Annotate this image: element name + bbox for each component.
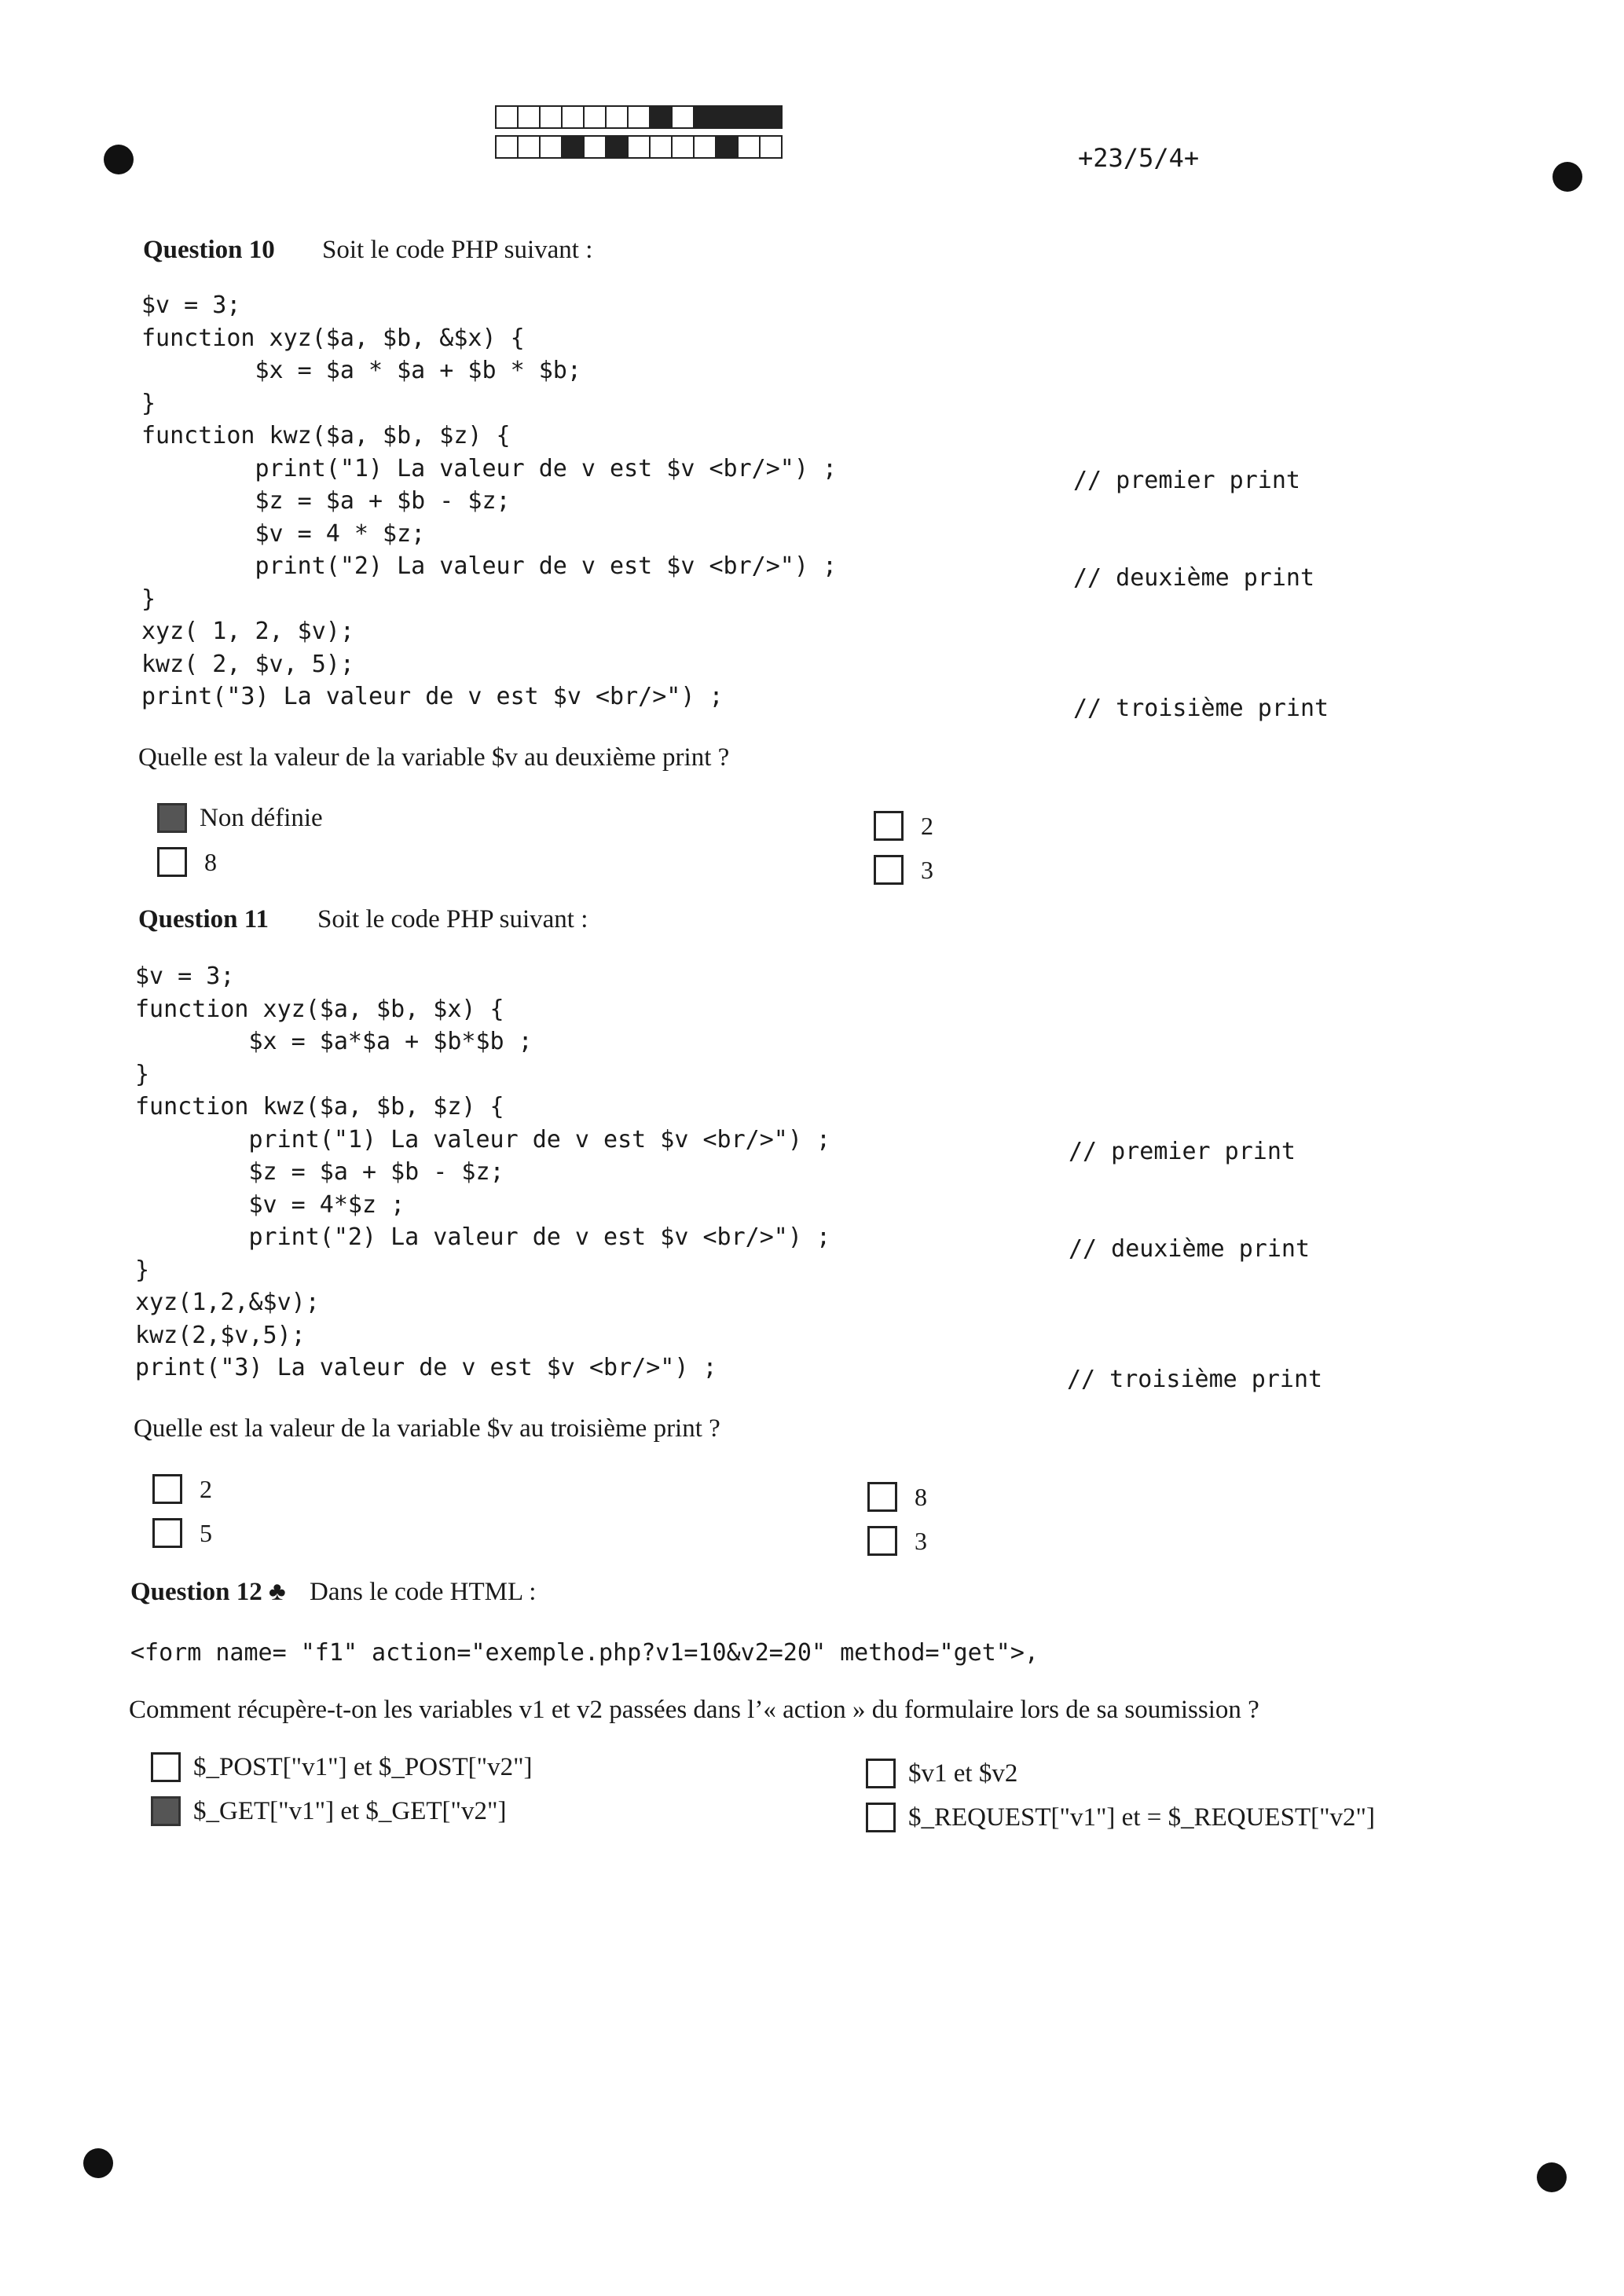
comment-deuxieme-print: // deuxième print [1073,564,1315,592]
question-11-prompt: Soit le code PHP suivant : [317,905,588,933]
question-10-prompt: Soit le code PHP suivant : [322,236,593,264]
barcode-cell [605,105,629,129]
code-line: print("3) La valeur de v est $v <br/>") ; [141,683,724,710]
code-line: print("1) La valeur de v est $v <br/>") ; [135,1125,831,1154]
q10-choice-8[interactable] [157,847,217,877]
question-11-code [135,960,830,1385]
q11-choice-8[interactable] [867,1482,927,1512]
choice-label: $v1 et $v2 [908,1759,1018,1788]
choice-label: 2 [200,1474,212,1503]
code-line: kwz( 2, $v, 5); [141,650,354,678]
checkbox[interactable] [867,1526,897,1556]
question-11-text: Quelle est la valeur de la variable $v au troisième print ? [134,1414,720,1443]
barcode-cell [495,135,519,159]
barcode-row-2 [495,135,781,159]
code-line: function xyz($a, $b, $x) { [135,995,504,1023]
code-line: print("1) La valeur de v est $v <br/>") ; [141,454,838,482]
choice-label: $_POST["v1"] et $_POST["v2"] [193,1752,533,1781]
checkbox[interactable] [151,1752,181,1782]
code-line: print("3) La valeur de v est $v <br/>") ; [135,1354,717,1381]
q10-choice-non-definie[interactable] [157,803,323,833]
code-line: $v = 3; [135,963,235,990]
checkbox[interactable] [152,1518,182,1548]
barcode-cell [583,105,607,129]
page-identifier: +23/5/4+ [1078,143,1200,173]
question-12-prompt: Dans le code HTML : [310,1578,537,1606]
barcode-cell [671,135,695,159]
question-12-label: Question 12 ♣ [130,1578,286,1606]
checkbox[interactable] [157,847,187,877]
comment-troisieme-print: // troisième print [1073,695,1329,722]
question-10-text: Quelle est la valeur de la variable $v au deuxième print ? [138,743,730,772]
code-line: xyz(1,2,&$v); [135,1289,320,1316]
code-line: print("2) La valeur de v est $v <br/>") ; [135,1223,831,1251]
q10-choice-3[interactable] [874,855,933,885]
barcode-cell [561,135,585,159]
choice-label: $_REQUEST["v1"] et = $_REQUEST["v2"] [908,1803,1376,1832]
checkbox-checked[interactable] [157,803,187,833]
barcode-cell [539,135,563,159]
registration-mark-top-right [1553,162,1582,192]
code-line: print("2) La valeur de v est $v <br/>") ; [141,552,838,580]
choice-label: 5 [200,1518,212,1547]
choice-label: 3 [921,855,933,884]
barcode-cell [627,105,651,129]
choice-label: $_GET["v1"] et $_GET["v2"] [193,1796,507,1825]
q12-choice-post[interactable] [151,1752,533,1782]
q11-choice-5[interactable] [152,1518,212,1548]
code-line: xyz( 1, 2, $v); [141,618,354,645]
q11-choice-3[interactable] [867,1526,927,1556]
question-11-header [138,905,588,934]
comment-premier-print: // premier print [1069,1138,1296,1165]
choice-label: 8 [204,847,217,876]
barcode-row-1 [495,105,781,129]
checkbox[interactable] [152,1474,182,1504]
barcode-cell [759,105,783,129]
barcode-cell [561,105,585,129]
comment-troisieme-print: // troisième print [1067,1366,1323,1393]
barcode-cell [715,135,739,159]
comment-deuxieme-print: // deuxième print [1069,1235,1311,1263]
barcode-cell [605,135,629,159]
barcode-cell [737,105,761,129]
barcode-cell [715,105,739,129]
checkbox[interactable] [874,855,904,885]
barcode-cell [627,135,651,159]
barcode-cell [583,135,607,159]
barcode-cell [649,135,673,159]
checkbox[interactable] [866,1759,896,1788]
registration-mark-top-left [104,145,134,174]
code-line: $v = 4 * $z; [141,519,426,548]
barcode-cell [517,105,541,129]
code-line: function xyz($a, $b, &$x) { [141,324,525,352]
code-line: function kwz($a, $b, $z) { [141,422,511,449]
code-line: $x = $a * $a + $b * $b; [141,357,581,384]
checkbox[interactable] [866,1803,896,1832]
q12-choice-request[interactable] [866,1803,1375,1832]
barcode-cell [693,135,717,159]
barcode-cell [517,135,541,159]
checkbox-checked[interactable] [151,1796,181,1826]
barcode-cell [759,135,783,159]
q12-choice-get[interactable] [151,1796,506,1826]
code-line: } [141,585,156,613]
question-12-code: <form name= "f1" action="exemple.php?v1=10&v2=20" method="get">, [130,1639,1039,1667]
barcode-cell [495,105,519,129]
choice-label: 2 [921,811,933,840]
code-line: $x = $a*$a + $b*$b ; [135,1028,533,1055]
code-line: } [135,1060,150,1088]
q10-choice-2[interactable] [874,811,933,841]
question-10-code [141,289,837,713]
registration-mark-bottom-right [1537,2162,1567,2192]
question-12-text: Comment récupère-t-on les variables v1 et v2 passées dans l’« action » du formulaire lors de sa soumission ? [129,1696,1259,1724]
barcode-cell [539,105,563,129]
q11-choice-2[interactable] [152,1474,212,1504]
question-12-header [130,1578,536,1607]
choice-label: 3 [915,1526,927,1555]
code-line: $z = $a + $b - $z; [141,487,511,515]
club-icon: ♣ [269,1578,286,1606]
barcode-cell [649,105,673,129]
code-line: kwz(2,$v,5); [135,1321,306,1349]
question-11-label: Question 11 [138,905,269,933]
checkbox[interactable] [874,811,904,841]
barcode-cell [693,105,717,129]
code-line: $v = 4*$z ; [135,1190,405,1219]
checkbox[interactable] [867,1482,897,1512]
code-line: } [135,1256,150,1284]
question-10-header [143,236,592,265]
choice-label: Non définie [200,803,323,832]
choice-label: 8 [915,1482,927,1511]
barcode-cell [737,135,761,159]
code-line: } [141,389,156,417]
registration-mark-bottom-left [83,2148,113,2178]
barcode-cell [671,105,695,129]
code-line: $v = 3; [141,292,241,319]
q12-choice-vars[interactable] [866,1759,1017,1788]
code-line: function kwz($a, $b, $z) { [135,1093,504,1120]
question-10-label: Question 10 [143,236,275,264]
comment-premier-print: // premier print [1073,467,1300,494]
code-line: $z = $a + $b - $z; [135,1158,504,1186]
